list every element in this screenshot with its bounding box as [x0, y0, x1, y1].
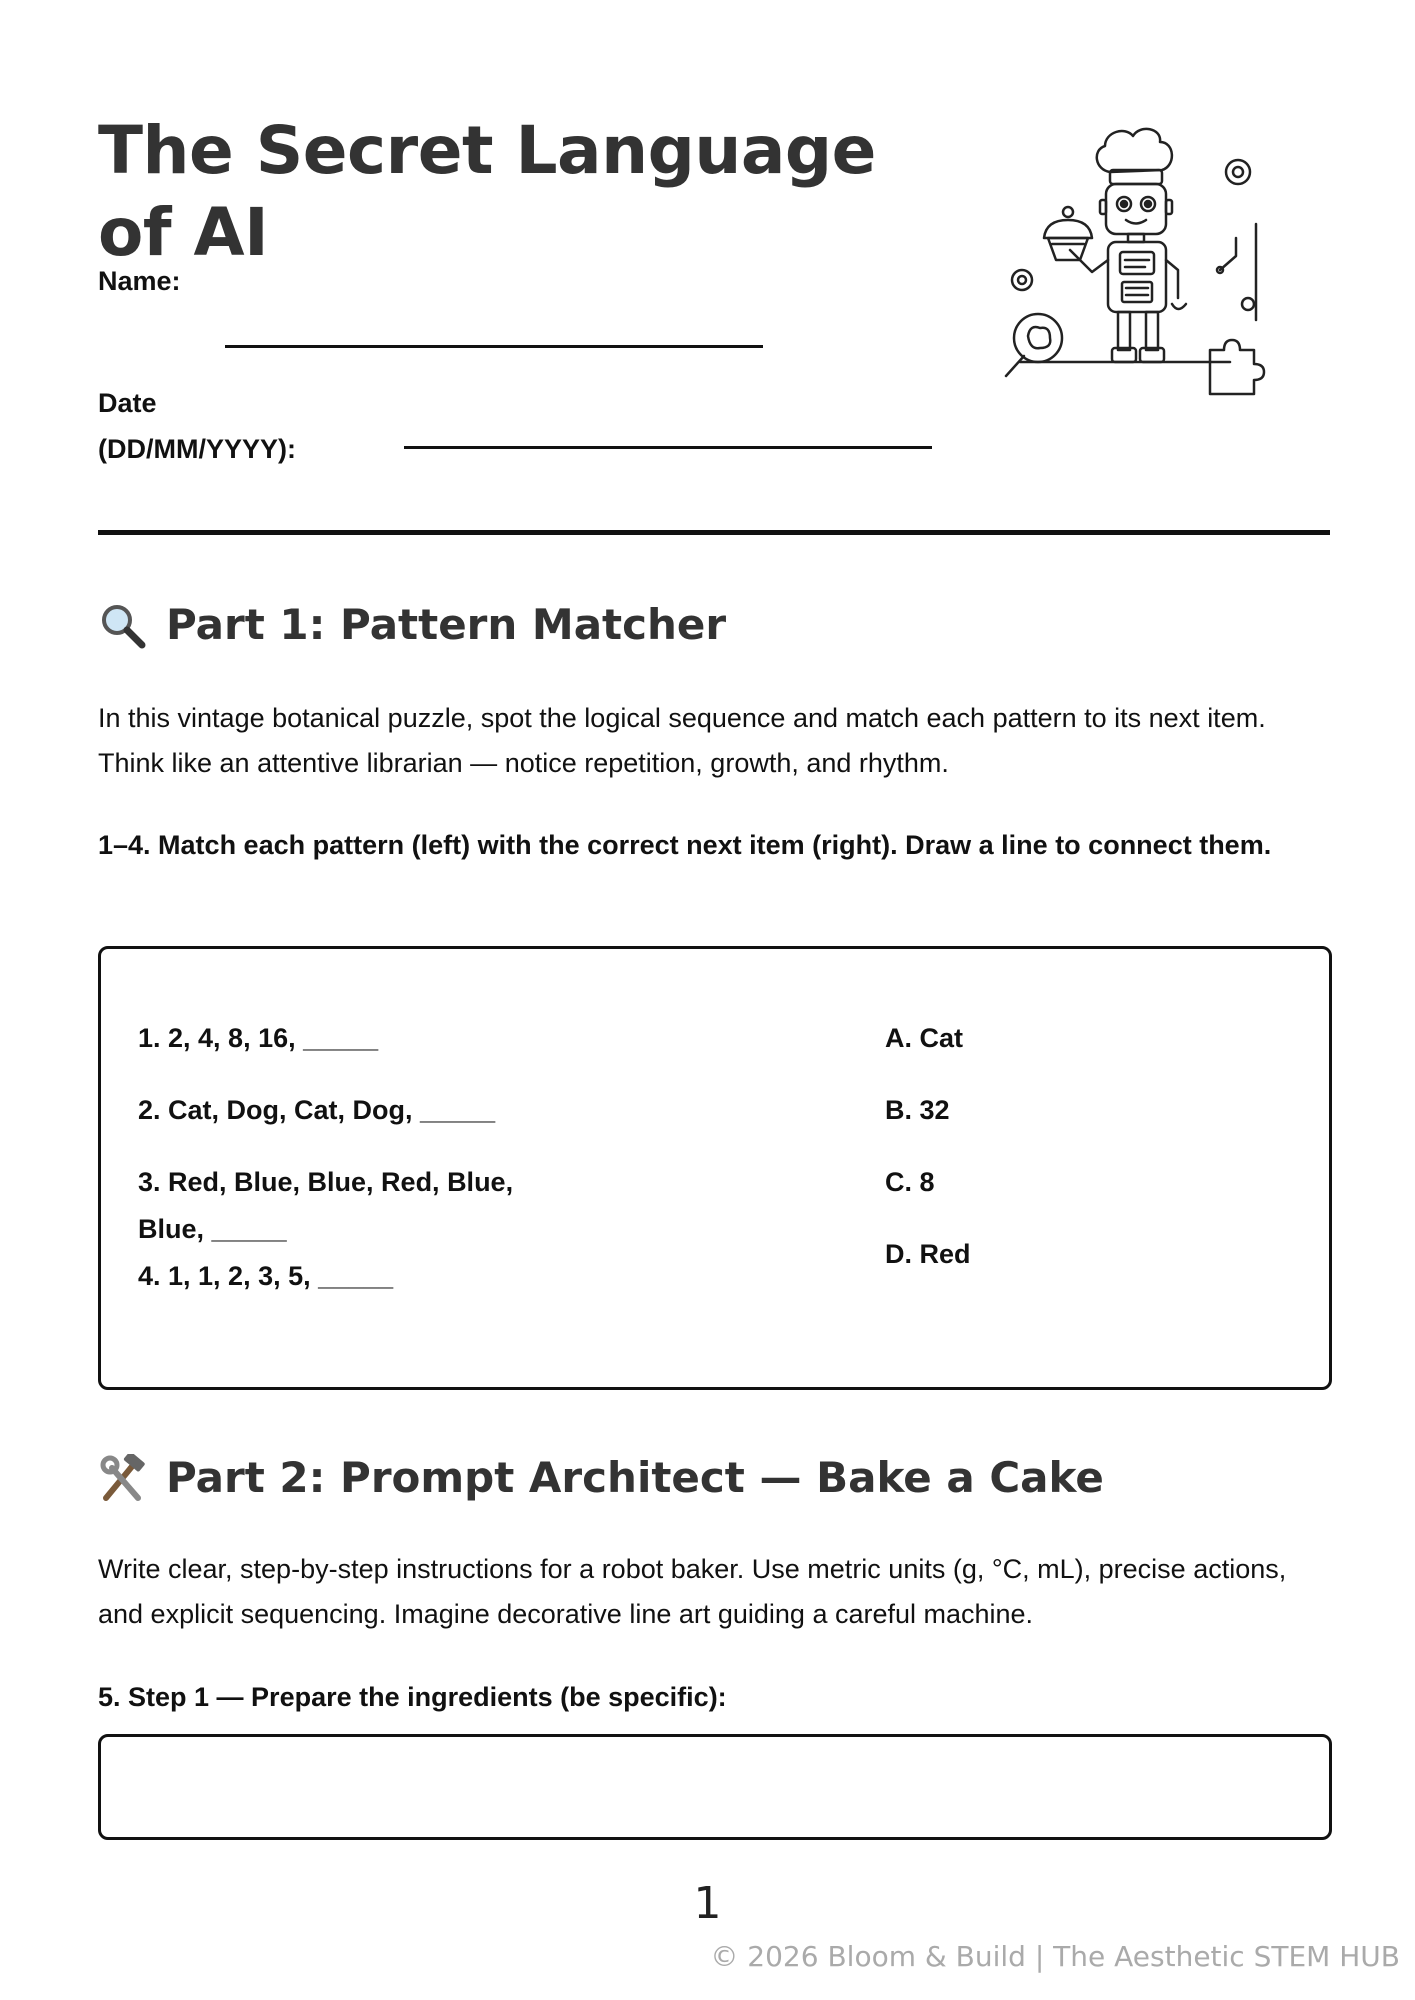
part2-heading — [98, 1453, 1104, 1502]
pattern-item-3[interactable]: 3. Red, Blue, Blue, Red, Blue, Blue, _____ — [138, 1167, 514, 1244]
part1-instruction: 1–4. Match each pattern (left) with the correct next item (right). Draw a line to connect them. — [98, 830, 1272, 860]
step-1-prompt: 5. Step 1 — Prepare the ingredients (be specific): — [98, 1682, 727, 1712]
header-divider — [98, 530, 1330, 535]
name-field-line[interactable] — [225, 345, 763, 348]
part1-heading — [98, 600, 726, 649]
part1-intro: In this vintage botanical puzzle, spot the logical sequence and match each pattern to its next item. Think like an attentive librarian — notice repetition, growth, and rhythm. — [98, 703, 1266, 778]
date-field-line[interactable] — [404, 446, 932, 449]
answer-item-a[interactable]: A. Cat — [885, 1023, 964, 1053]
name-label: Name: — [98, 266, 181, 296]
page-title: The Secret Language of AI — [98, 112, 876, 271]
pattern-item-4[interactable]: 4. 1, 1, 2, 3, 5, _____ — [138, 1261, 394, 1291]
answer-item-b[interactable]: B. 32 — [885, 1095, 950, 1125]
pattern-item-2[interactable]: 2. Cat, Dog, Cat, Dog, _____ — [138, 1095, 496, 1125]
answer-item-c[interactable]: C. 8 — [885, 1167, 935, 1197]
part1-heading-text: Part 1: Pattern Matcher — [166, 600, 727, 649]
page-number: 1 — [693, 1878, 722, 1929]
magnifying-glass-icon — [98, 601, 146, 649]
step-1-answer-box[interactable] — [98, 1734, 1332, 1840]
date-label: Date (DD/MM/YYYY): — [98, 388, 296, 464]
matching-box — [98, 946, 1332, 1390]
answer-item-d[interactable]: D. Red — [885, 1239, 971, 1269]
footer-copyright: © 2026 Bloom & Build | The Aesthetic STEM HUB — [710, 1940, 1400, 1973]
pattern-item-1[interactable]: 1. 2, 4, 8, 16, _____ — [138, 1023, 379, 1053]
hammer-and-wrench-icon — [98, 1454, 146, 1502]
robot-chef-illustration — [1000, 120, 1290, 420]
part2-heading-text: Part 2: Prompt Architect — Bake a Cake — [166, 1453, 1104, 1502]
part2-intro: Write clear, step-by-step instructions for a robot baker. Use metric units (g, °C, mL), precise actions, and explicit sequencing. Imagine decorative line art guiding a careful machine. — [98, 1554, 1287, 1629]
